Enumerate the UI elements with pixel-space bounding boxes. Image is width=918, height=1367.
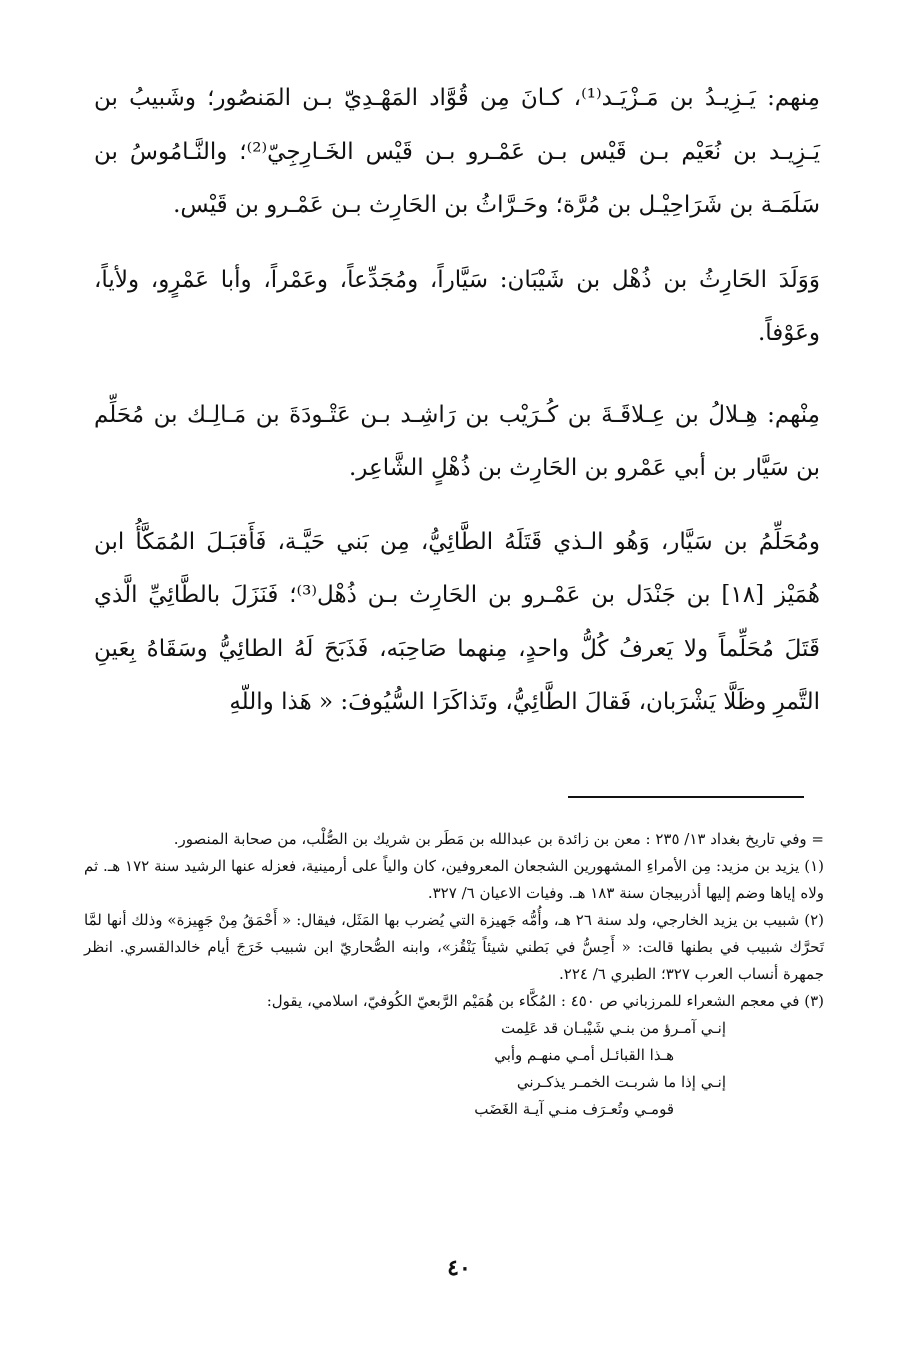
footnote-1: (١) يزيد بن مزيد: مِن الأمراءِ المشهورين الشجعان المعروفين، كان والياً على أرمينية، فعزله عنها الرشيد سنة ١٧٢ هـ. ثم ولاه إياها وضم إليها أذربيجان سنة ١٨٣ هـ. وفيات الاعيان ٦/ ٣٢٧.: [84, 857, 824, 902]
footnote-3: (٣) في معجم الشعراء للمرزباني ص ٤٥٠ : المُكَّاء بن هُمَيْم الرَّبعيّ الكُوفيّ، اسلامي، يقول:: [266, 992, 824, 1010]
poem-line: قومـي وتُعـرَف منـي آيـة الغَضَب: [474, 1100, 674, 1118]
main-text: [94, 72, 820, 730]
footnote-divider: [568, 796, 804, 798]
paragraph-muhallim: ومُحَلِّمُ بن سَيَّار، وَهُو الـذي قَتَلَهُ الطَّائِيُّ، مِن بَني حَيَّـة، فَأَقبَـلَ المُمَكَّأُ ابن هُمَيْز [١٨] بن جَنْدَل بن عَمْـرو بن الحَارِث بـن ذُهْل⁽³⁾؛ فَنَزَلَ بالطَّائِيِّ الَّذي قَتَلَ مُحَلِّماً ولا يَعرفُ كُلُّ واحدٍ، مِنهما صَاحِبَه، فَذَبَحَ لَهُ الطائِيُّ وسَقَاهُ بِعَينِ التَّمرِ وظَلَّا يَشْرَبان، فَقالَ الطَّائِيُّ، وتَذاكَرَا السُّيُوفَ: « هَذا واللّهِ: [94, 528, 820, 715]
paragraph-hilal: مِنْهم: هِـلالُ بن عِـلاقَـةَ بن كُـرَيْب بن رَاشِـد بـن عَتْـودَةَ بن مَـالِـك بن مُحَلِّم بن سَيَّار بن أبي عَمْرو بن الحَارِث بن ذُهْلٍ الشَّاعِر.: [94, 401, 820, 481]
paragraph-yazid: مِنهم: يَـزِيـدُ بن مَـزْيَـد⁽¹⁾، كـانَ مِن قُوَّاد المَهْـدِيّ بـن المَنصُور؛ وشَبيبُ بن يَـزِيـد بن نُعَيْم بـن قَيْس بـن عَمْـرو بـن قَيْس الخَـارِجِيّ⁽²⁾؛ والنَّـامُوسُ بن سَلَمَـة بن شَرَاحِيْـل بن مُرَّة؛ وحَـرَّاثُ بن الحَارِث بـن عَمْـرو بن قَيْس.: [94, 85, 820, 218]
poem: [84, 1015, 824, 1123]
poem-line: إنـي آمـرؤ من بنـي شَيْبـان قد عَلِمت: [501, 1019, 726, 1037]
footnote-2: (٢) شبيب بن يزيد الخارجي، ولد سنة ٢٦ هـ، وأُمُّه جَهيزة التي يُضرب بها المَثَل، فيقال: « أَحْمَقُ مِنْ جَهِيزة» وذلك أنها لمَّا تَحرَّك شبيب في بطنها قالت: « أَحِسُّ في بَطني شيئاً يَنْقُز»، وابنه الصُّحاريّ ابن شبيب خَرَجَ أيام خالدالقسري. انظر جمهرة أنساب العرب ٣٢٧؛ الطبري ٦/ ٢٢٤.: [84, 911, 824, 983]
footnotes: [84, 826, 824, 1123]
poem-line: هـذا القبائـل أمـي منهـم وأبي: [494, 1046, 674, 1064]
paragraph-harith-sons: وَوَلَدَ الحَارِثُ بن ذُهْل بن شَيْبَان: سَيَّاراً، ومُجَدِّعاً، وعَمْراً، وأبا عَمْرٍو، ولأياً، وعَوْفاً.: [94, 266, 820, 346]
poem-line: إنـي إذا ما شربـت الخمـر يذكـرني: [516, 1073, 726, 1091]
footnote-continuation: = وفي تاريخ بغداد ١٣/ ٢٣٥ : معن بن زائدة بن عبدالله بن مَطَر بن شريك بن الصُّلْب، من صحابة المنصور.: [173, 830, 824, 848]
page-number: ٤٠: [447, 1255, 471, 1281]
